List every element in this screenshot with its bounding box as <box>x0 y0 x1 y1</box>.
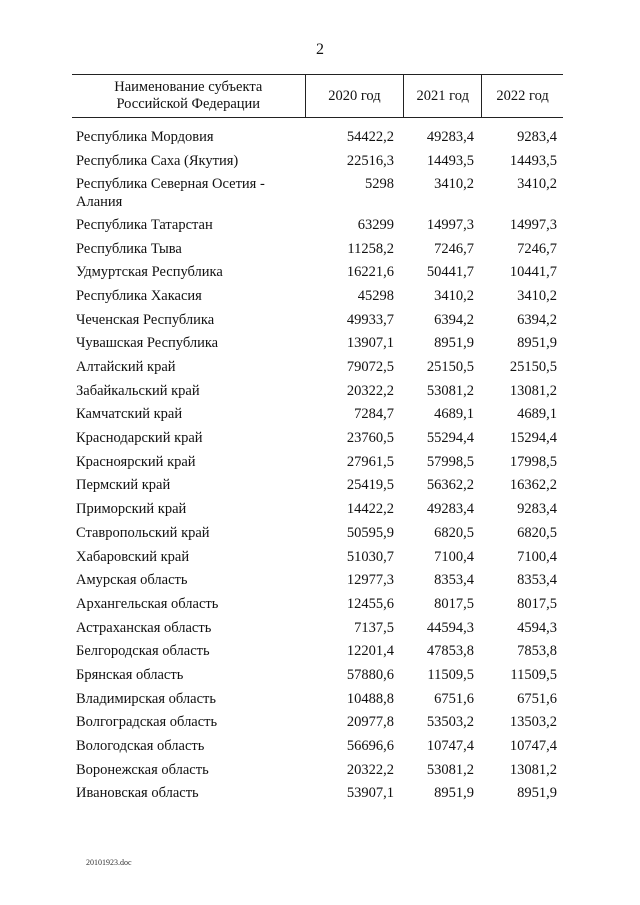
subject-name: Алтайский край <box>76 359 176 375</box>
table-row <box>0 311 640 335</box>
subject-name: Республика Хакасия <box>76 287 202 304</box>
value-2020: 27961,5 <box>346 453 394 470</box>
value-2020: 54422,2 <box>346 129 394 145</box>
value-2022: 6820,5 <box>517 524 557 541</box>
value-2021: 50441,7 <box>426 264 474 281</box>
value-2020: 23760,5 <box>346 430 394 447</box>
value-2021: 57998,5 <box>426 453 474 470</box>
table-row <box>0 571 640 595</box>
value-2020: 10488,8 <box>346 690 394 707</box>
value-2021: 11509,5 <box>427 666 474 683</box>
value-2021: 10747,4 <box>426 738 474 754</box>
value-2021: 53503,2 <box>426 714 474 731</box>
table-row <box>0 287 640 311</box>
value-2020: 25419,5 <box>346 477 394 494</box>
subject-name: Вологодская область <box>76 738 205 754</box>
value-2021: 8353,4 <box>434 572 474 589</box>
value-2021: 7246,7 <box>434 240 474 257</box>
value-2020: 7137,5 <box>354 619 394 636</box>
value-2022: 4689,1 <box>517 406 557 423</box>
value-2021: 14493,5 <box>426 152 474 169</box>
table-row <box>0 713 640 737</box>
value-2021: 8951,9 <box>434 785 474 802</box>
subject-name: Брянская область <box>76 666 184 683</box>
value-2021: 49283,4 <box>426 501 474 518</box>
value-2022: 13081,2 <box>509 382 557 399</box>
value-2021: 47853,8 <box>426 643 474 660</box>
table-row <box>0 761 640 785</box>
value-2022: 16362,2 <box>509 477 557 494</box>
subject-name: Удмуртская Республика <box>76 264 223 281</box>
table-row <box>0 128 640 152</box>
value-2022: 15294,4 <box>509 430 557 447</box>
value-2020: 20322,2 <box>346 761 394 778</box>
subject-name: Архангельская область <box>76 595 219 612</box>
document-filename: 20101923.doc <box>86 858 132 867</box>
subject-name: Ставропольский край <box>76 524 210 541</box>
value-2021: 6751,6 <box>434 690 474 707</box>
value-2022: 7246,7 <box>517 240 557 257</box>
subject-name: Камчатский край <box>76 406 183 423</box>
value-2022: 13503,2 <box>509 714 557 731</box>
table-row <box>0 619 640 643</box>
table-row <box>0 500 640 524</box>
value-2022: 8353,4 <box>517 572 557 589</box>
value-2021: 6820,5 <box>434 524 474 541</box>
value-2020: 50595,9 <box>346 524 394 541</box>
table-row <box>0 453 640 477</box>
subject-name: Амурская область <box>76 572 188 589</box>
value-2020: 20977,8 <box>346 714 394 731</box>
value-2020: 22516,3 <box>346 152 394 169</box>
value-2021: 14997,3 <box>426 216 474 233</box>
value-2020: 49933,7 <box>346 311 394 328</box>
table-row <box>0 358 640 382</box>
subject-name: Волгоградская область <box>76 714 218 731</box>
value-2022: 8951,9 <box>517 335 557 352</box>
value-2021: 44594,3 <box>426 619 474 636</box>
value-2021: 25150,5 <box>426 359 474 375</box>
value-2022: 9283,4 <box>517 501 557 518</box>
value-2022: 6751,6 <box>517 690 557 707</box>
subject-name: Владимирская область <box>76 690 216 707</box>
subject-name: Республика Татарстан <box>76 216 213 233</box>
table-row <box>0 175 640 216</box>
value-2020: 56696,6 <box>346 738 394 754</box>
value-2022: 17998,5 <box>509 453 557 470</box>
value-2020: 63299 <box>357 216 394 233</box>
subject-name: Чувашская Республика <box>76 335 219 352</box>
value-2020: 53907,1 <box>346 785 394 802</box>
table-row <box>0 666 640 690</box>
value-2021: 53081,2 <box>426 761 474 778</box>
table-row <box>0 737 640 761</box>
table-row <box>0 382 640 406</box>
table-row <box>0 548 640 572</box>
subject-name: Пермский край <box>76 477 171 494</box>
value-2022: 14493,5 <box>509 152 557 169</box>
table-row <box>0 642 640 666</box>
header-2020: 2020 год <box>305 75 404 117</box>
subject-name: Красноярский край <box>76 453 196 470</box>
subject-name: Забайкальский край <box>76 382 200 399</box>
value-2022: 11509,5 <box>510 666 557 683</box>
value-2020: 51030,7 <box>346 548 394 565</box>
page-number: 2 <box>316 41 324 58</box>
value-2020: 16221,6 <box>346 264 394 281</box>
table-body <box>0 128 640 808</box>
value-2022: 10441,7 <box>509 264 557 281</box>
value-2022: 3410,2 <box>517 287 557 304</box>
table-row <box>0 524 640 548</box>
value-2022: 7853,8 <box>517 643 557 660</box>
subject-name: Приморский край <box>76 501 187 518</box>
table-row <box>0 216 640 240</box>
value-2021: 7100,4 <box>434 548 474 565</box>
header-subject-name <box>72 75 305 117</box>
header-name-line2: Российской Федерации <box>116 96 261 112</box>
header-2021: 2021 год <box>403 75 481 117</box>
value-2020: 5298 <box>365 176 394 193</box>
table-row <box>0 263 640 287</box>
value-2022: 14997,3 <box>509 216 557 233</box>
value-2022: 13081,2 <box>509 761 557 778</box>
value-2020: 12455,6 <box>346 595 394 612</box>
subject-name: Хабаровский край <box>76 548 190 565</box>
table-header <box>72 74 563 118</box>
value-2021: 6394,2 <box>434 311 474 328</box>
table-row <box>0 690 640 714</box>
value-2021: 4689,1 <box>434 406 474 423</box>
table-row <box>0 476 640 500</box>
value-2021: 53081,2 <box>426 382 474 399</box>
value-2020: 20322,2 <box>346 382 394 399</box>
subject-name: Республика Северная Осетия - Алания <box>76 176 265 211</box>
value-2021: 3410,2 <box>434 287 474 304</box>
value-2020: 14422,2 <box>346 501 394 518</box>
subject-name: Ивановская область <box>76 785 199 802</box>
header-name-line1: Наименование субъекта <box>114 79 263 96</box>
value-2022: 8951,9 <box>517 785 557 802</box>
subject-name: Республика Мордовия <box>76 129 214 145</box>
value-2021: 55294,4 <box>426 430 474 447</box>
value-2020: 45298 <box>357 287 394 304</box>
value-2022: 4594,3 <box>517 619 557 636</box>
value-2022: 25150,5 <box>509 359 557 375</box>
subject-name: Воронежская область <box>76 761 209 778</box>
value-2020: 11258,2 <box>347 240 394 257</box>
table-row <box>0 595 640 619</box>
subject-name: Белгородская область <box>76 643 210 660</box>
subject-name: Республика Саха (Якутия) <box>76 152 239 169</box>
value-2021: 3410,2 <box>434 176 474 193</box>
value-2020: 12977,3 <box>346 572 394 589</box>
subject-name: Чеченская Республика <box>76 311 215 328</box>
value-2020: 13907,1 <box>346 335 394 352</box>
value-2022: 9283,4 <box>517 129 557 145</box>
value-2021: 49283,4 <box>426 129 474 145</box>
subject-name: Астраханская область <box>76 619 212 636</box>
table-row <box>0 429 640 453</box>
value-2020: 7284,7 <box>354 406 394 423</box>
value-2020: 12201,4 <box>346 643 394 660</box>
value-2020: 79072,5 <box>346 359 394 375</box>
value-2022: 10747,4 <box>509 738 557 754</box>
header-2022: 2022 год <box>481 75 563 117</box>
subject-name: Республика Тыва <box>76 240 182 257</box>
subject-name: Краснодарский край <box>76 430 203 447</box>
value-2021: 8951,9 <box>434 335 474 352</box>
table-row <box>0 334 640 358</box>
value-2022: 3410,2 <box>517 176 557 193</box>
table-row <box>0 405 640 429</box>
value-2021: 56362,2 <box>426 477 474 494</box>
table-row <box>0 152 640 176</box>
value-2022: 8017,5 <box>517 595 557 612</box>
table-row <box>0 784 640 808</box>
value-2022: 6394,2 <box>517 311 557 328</box>
value-2022: 7100,4 <box>517 548 557 565</box>
table-row <box>0 240 640 264</box>
value-2020: 57880,6 <box>346 666 394 683</box>
value-2021: 8017,5 <box>434 595 474 612</box>
